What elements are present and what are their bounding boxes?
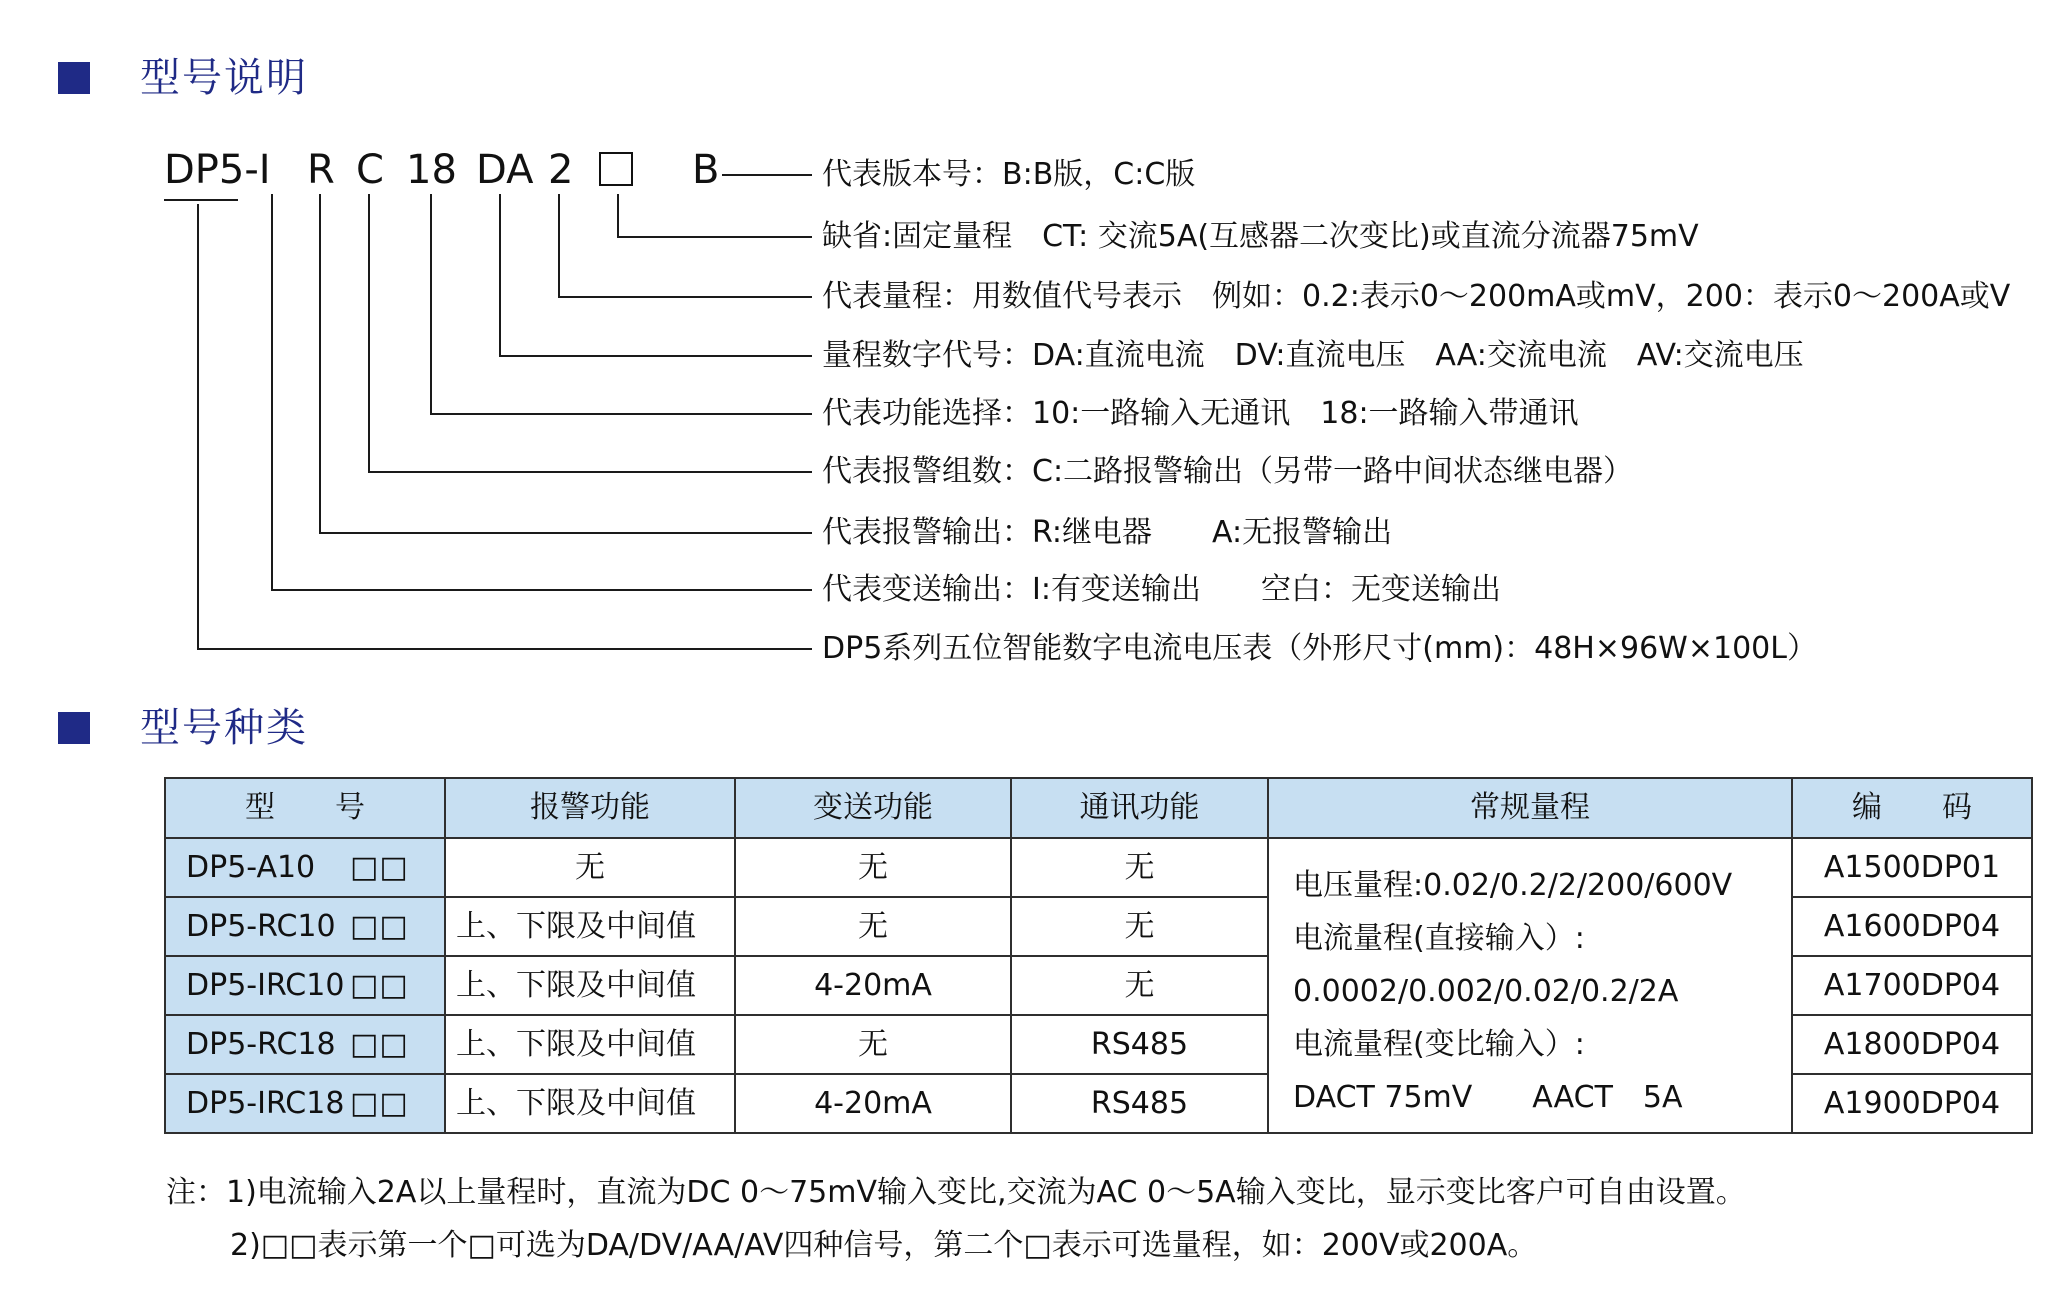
comm-cell: RS485 — [1011, 1015, 1268, 1074]
comm-cell: RS485 — [1011, 1074, 1268, 1133]
note-2: 2)□□表示第一个□可选为DA/DV/AA/AV四种信号，第二个□表示可选量程，如：200V或200A。 — [230, 1228, 1538, 1263]
model-name: DP5-IRC10 — [186, 967, 345, 1003]
section-title-model-types: 型号种类 — [140, 705, 308, 751]
connector-transmit — [272, 194, 812, 590]
code-range-type: DA — [476, 147, 534, 193]
table-row — [165, 838, 2032, 897]
code-cell: A1800DP04 — [1792, 1015, 2032, 1074]
model-name: DP5-IRC18 — [186, 1085, 345, 1121]
desc-alarm-groups: 代表报警组数：C:二路报警输出（另带一路中间状态继电器） — [822, 454, 1634, 489]
model-cell — [165, 956, 445, 1015]
desc-range-type: 量程数字代号：DA:直流电流 DV:直流电压 AA:交流电流 AV:交流电压 — [822, 338, 1804, 373]
option-boxes: □□ — [350, 908, 409, 944]
range-cell — [1268, 838, 1792, 1133]
option-boxes: □□ — [350, 849, 409, 885]
header-alarm: 报警功能 — [445, 778, 735, 838]
header-transmit: 变送功能 — [735, 778, 1011, 838]
model-table-wrapper — [164, 777, 2033, 1134]
model-name: DP5-RC18 — [186, 1026, 336, 1062]
code-cell: A1600DP04 — [1792, 897, 2032, 956]
range-line-current-ratio: 电流量程(变比输入）: — [1293, 1027, 1585, 1062]
code-alarm-groups: C — [356, 147, 384, 193]
desc-version: 代表版本号：B:B版，C:C版 — [822, 157, 1196, 192]
comm-cell: 无 — [1011, 956, 1268, 1015]
range-line-current-direct-values: 0.0002/0.002/0.02/0.2/2A — [1293, 974, 1679, 1009]
option-boxes: □□ — [350, 1085, 409, 1121]
range-line-voltage: 电压量程:0.02/0.2/2/200/600V — [1293, 868, 1733, 903]
model-cell — [165, 1015, 445, 1074]
code-alarm-output: R — [307, 147, 335, 193]
desc-alarm-output: 代表报警输出：R:继电器 A:无报警输出 — [822, 515, 1393, 550]
table-header-row — [165, 778, 2032, 838]
transmit-cell: 4-20mA — [735, 956, 1011, 1015]
code-version: B — [692, 147, 720, 193]
transmit-cell: 无 — [735, 838, 1011, 897]
transmit-cell: 无 — [735, 897, 1011, 956]
code-range-value: 2 — [548, 147, 574, 193]
option-boxes: □□ — [350, 1026, 409, 1062]
section-title-model-description: 型号说明 — [140, 55, 308, 101]
alarm-cell: 上、下限及中间值 — [445, 1074, 735, 1133]
code-cell: A1700DP04 — [1792, 956, 2032, 1015]
range-line-current-ratio-values: DACT 75mV AACT 5A — [1293, 1080, 1683, 1115]
desc-transmit: 代表变送输出：I:有变送输出 空白：无变送输出 — [822, 572, 1501, 607]
comm-cell: 无 — [1011, 838, 1268, 897]
transmit-cell: 无 — [735, 1015, 1011, 1074]
model-name: DP5-A10 — [186, 849, 316, 885]
note-1: 注：1)电流输入2A以上量程时，直流为DC 0～75mV输入变比,交流为AC 0～5A输入变比，显示变比客户可自由设置。 — [166, 1175, 1746, 1210]
comm-cell: 无 — [1011, 897, 1268, 956]
range-line-current-direct: 电流量程(直接输入）: — [1293, 921, 1585, 956]
connector-option — [618, 194, 812, 237]
code-cell: A1500DP01 — [1792, 838, 2032, 897]
header-range: 常规量程 — [1268, 778, 1792, 838]
connector-alarm-groups — [369, 194, 812, 472]
alarm-cell: 上、下限及中间值 — [445, 1015, 735, 1074]
connector-series — [198, 204, 812, 649]
header-model: 型 号 — [165, 778, 445, 838]
code-series: DP5-I — [164, 147, 271, 193]
alarm-cell: 上、下限及中间值 — [445, 897, 735, 956]
desc-function: 代表功能选择：10:一路输入无通讯 18:一路输入带通讯 — [822, 396, 1579, 431]
connector-range-value — [559, 194, 812, 297]
model-cell — [165, 1074, 445, 1133]
code-cell: A1900DP04 — [1792, 1074, 2032, 1133]
alarm-cell: 上、下限及中间值 — [445, 956, 735, 1015]
code-function: 18 — [406, 147, 457, 193]
connector-alarm-output — [320, 194, 812, 533]
model-cell — [165, 838, 445, 897]
transmit-cell: 4-20mA — [735, 1074, 1011, 1133]
model-cell — [165, 897, 445, 956]
header-comm: 通讯功能 — [1011, 778, 1268, 838]
header-code: 编 码 — [1792, 778, 2032, 838]
model-name: DP5-RC10 — [186, 908, 336, 944]
connector-range-type — [500, 194, 812, 356]
model-table — [164, 777, 2033, 1134]
alarm-cell: 无 — [445, 838, 735, 897]
connector-function — [431, 194, 812, 414]
section-marker-2 — [58, 712, 90, 744]
desc-range-value: 代表量程：用数值代号表示 例如：0.2:表示0～200mA或mV，200：表示0～200A或V — [822, 279, 2011, 314]
option-boxes: □□ — [350, 967, 409, 1003]
desc-series: DP5系列五位智能数字电流电压表（外形尺寸(mm)：48H×96W×100L） — [822, 631, 1817, 666]
desc-fixed-range: 缺省:固定量程 CT: 交流5A(互感器二次变比)或直流分流器75mV — [822, 219, 1699, 254]
